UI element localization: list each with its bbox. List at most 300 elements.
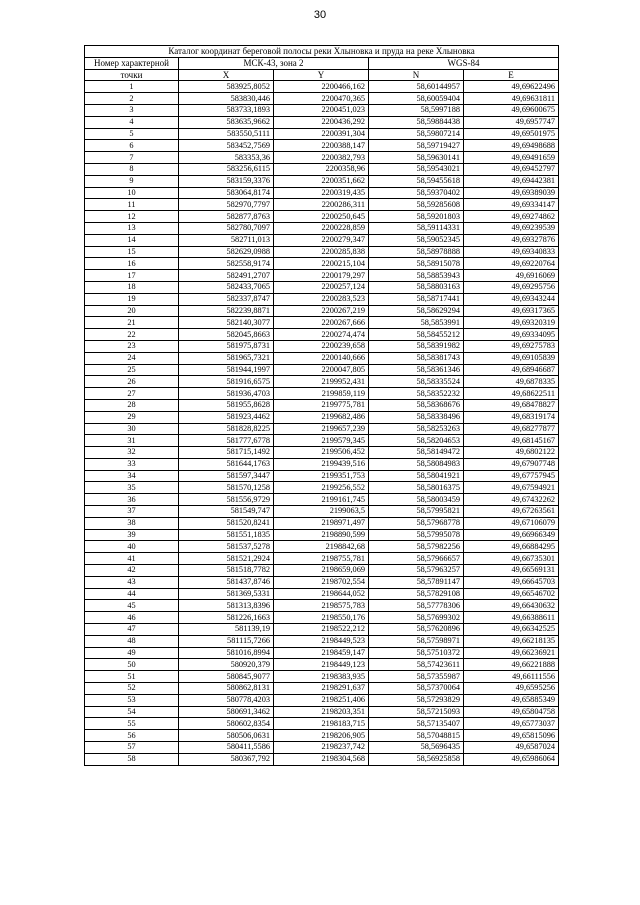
cell-y: 2200391,304	[274, 128, 369, 140]
cell-y: 2198755,781	[274, 553, 369, 565]
cell-x: 581518,7782	[179, 565, 274, 577]
cell-x: 581965,7321	[179, 352, 274, 364]
table-row	[85, 659, 559, 671]
cell-x: 580862,8131	[179, 683, 274, 695]
cell-x: 583830,446	[179, 93, 274, 105]
cell-point-number: 22	[85, 329, 179, 341]
table-row	[85, 411, 559, 423]
cell-e: 49,69317365	[464, 305, 559, 317]
cell-x: 583925,8052	[179, 81, 274, 93]
cell-point-number: 44	[85, 588, 179, 600]
cell-n: 58,59719427	[369, 140, 464, 152]
cell-x: 582491,2707	[179, 270, 274, 282]
cell-n: 58,58391982	[369, 340, 464, 352]
cell-n: 58,58352232	[369, 388, 464, 400]
cell-point-number: 36	[85, 494, 179, 506]
cell-x: 583550,5111	[179, 128, 274, 140]
cell-point-number: 10	[85, 187, 179, 199]
cell-x: 580778,4203	[179, 694, 274, 706]
cell-e: 49,6957747	[464, 116, 559, 128]
coordinate-catalog-table	[84, 45, 559, 766]
cell-n: 58,57829108	[369, 588, 464, 600]
cell-y: 2198890,599	[274, 529, 369, 541]
cell-n: 58,58368676	[369, 399, 464, 411]
cell-e: 49,68277877	[464, 423, 559, 435]
cell-point-number: 2	[85, 93, 179, 105]
table-row	[85, 529, 559, 541]
cell-n: 58,58381743	[369, 352, 464, 364]
cell-point-number: 14	[85, 234, 179, 246]
cell-x: 583452,7569	[179, 140, 274, 152]
header-point-number-line1: Номер характерной	[85, 57, 179, 69]
cell-e: 49,69220764	[464, 258, 559, 270]
cell-y: 2200382,793	[274, 152, 369, 164]
cell-x: 581644,1763	[179, 458, 274, 470]
cell-y: 2200466,162	[274, 81, 369, 93]
cell-x: 583733,1893	[179, 104, 274, 116]
cell-x: 582433,7065	[179, 281, 274, 293]
table-row	[85, 281, 559, 293]
cell-point-number: 27	[85, 388, 179, 400]
cell-n: 58,58149472	[369, 447, 464, 459]
cell-x: 581313,8396	[179, 600, 274, 612]
cell-e: 49,69274862	[464, 211, 559, 223]
cell-e: 49,66546702	[464, 588, 559, 600]
cell-e: 49,69295756	[464, 281, 559, 293]
cell-e: 49,6916069	[464, 270, 559, 282]
cell-point-number: 19	[85, 293, 179, 305]
table-row	[85, 694, 559, 706]
cell-point-number: 1	[85, 81, 179, 93]
cell-n: 58,57510372	[369, 647, 464, 659]
cell-point-number: 16	[85, 258, 179, 270]
cell-n: 58,56925858	[369, 753, 464, 765]
cell-x: 581828,8225	[179, 423, 274, 435]
table-row	[85, 517, 559, 529]
cell-e: 49,66966349	[464, 529, 559, 541]
cell-n: 58,59455618	[369, 175, 464, 187]
cell-n: 58,60059404	[369, 93, 464, 105]
table-row	[85, 470, 559, 482]
cell-n: 58,58629294	[369, 305, 464, 317]
cell-x: 582877,8763	[179, 211, 274, 223]
cell-y: 2200179,297	[274, 270, 369, 282]
cell-n: 58,57891147	[369, 576, 464, 588]
cell-y: 2200283,523	[274, 293, 369, 305]
cell-e: 49,68622511	[464, 388, 559, 400]
table-row	[85, 270, 559, 282]
cell-point-number: 48	[85, 635, 179, 647]
cell-n: 58,57966657	[369, 553, 464, 565]
cell-x: 581916,6575	[179, 376, 274, 388]
cell-e: 49,6878335	[464, 376, 559, 388]
table-row	[85, 246, 559, 258]
cell-point-number: 7	[85, 152, 179, 164]
cell-n: 58,57778306	[369, 600, 464, 612]
cell-x: 581570,1258	[179, 482, 274, 494]
cell-n: 58,58361346	[369, 364, 464, 376]
cell-e: 49,69389039	[464, 187, 559, 199]
cell-n: 58,57215093	[369, 706, 464, 718]
table-row	[85, 175, 559, 187]
cell-e: 49,69239539	[464, 222, 559, 234]
cell-n: 58,57968778	[369, 517, 464, 529]
cell-point-number: 51	[85, 671, 179, 683]
table-row	[85, 364, 559, 376]
cell-x: 581556,9729	[179, 494, 274, 506]
table-body	[85, 81, 559, 765]
cell-n: 58,59543021	[369, 163, 464, 175]
cell-point-number: 17	[85, 270, 179, 282]
cell-y: 2198237,742	[274, 742, 369, 754]
table-row	[85, 116, 559, 128]
cell-y: 2199161,745	[274, 494, 369, 506]
cell-e: 49,69498688	[464, 140, 559, 152]
cell-y: 2200267,219	[274, 305, 369, 317]
cell-x: 582629,0988	[179, 246, 274, 258]
cell-e: 49,66111556	[464, 671, 559, 683]
table-row	[85, 187, 559, 199]
cell-x: 581715,1492	[179, 447, 274, 459]
cell-n: 58,59285608	[369, 199, 464, 211]
cell-y: 2200470,365	[274, 93, 369, 105]
cell-e: 49,69334147	[464, 199, 559, 211]
cell-x: 581549,747	[179, 506, 274, 518]
cell-x: 583256,6115	[179, 163, 274, 175]
cell-n: 58,57963257	[369, 565, 464, 577]
cell-x: 581520,8241	[179, 517, 274, 529]
table-row	[85, 140, 559, 152]
table-row	[85, 234, 559, 246]
cell-y: 2200319,435	[274, 187, 369, 199]
cell-e: 49,69334095	[464, 329, 559, 341]
cell-point-number: 9	[85, 175, 179, 187]
cell-x: 582140,3077	[179, 317, 274, 329]
cell-e: 49,66236921	[464, 647, 559, 659]
table-row	[85, 447, 559, 459]
table-row	[85, 647, 559, 659]
cell-x: 583353,36	[179, 152, 274, 164]
cell-e: 49,65986064	[464, 753, 559, 765]
cell-x: 581597,3447	[179, 470, 274, 482]
cell-e: 49,69501975	[464, 128, 559, 140]
header-n: N	[369, 69, 464, 81]
cell-n: 58,57995078	[369, 529, 464, 541]
table-row	[85, 399, 559, 411]
cell-n: 58,58338496	[369, 411, 464, 423]
cell-point-number: 56	[85, 730, 179, 742]
cell-y: 2200140,666	[274, 352, 369, 364]
table-row	[85, 81, 559, 93]
table-row	[85, 742, 559, 754]
cell-x: 580691,3462	[179, 706, 274, 718]
cell-point-number: 52	[85, 683, 179, 695]
cell-x: 582337,8747	[179, 293, 274, 305]
cell-e: 49,6587024	[464, 742, 559, 754]
cell-n: 58,57598971	[369, 635, 464, 647]
cell-y: 2198842,68	[274, 541, 369, 553]
cell-y: 2199859,119	[274, 388, 369, 400]
cell-y: 2199682,486	[274, 411, 369, 423]
cell-x: 583064,8174	[179, 187, 274, 199]
cell-n: 58,57293829	[369, 694, 464, 706]
cell-x: 581936,4703	[179, 388, 274, 400]
table-row	[85, 152, 559, 164]
cell-y: 2198251,406	[274, 694, 369, 706]
cell-n: 58,57620896	[369, 624, 464, 636]
cell-y: 2198522,212	[274, 624, 369, 636]
cell-y: 2199657,239	[274, 423, 369, 435]
cell-n: 58,58003459	[369, 494, 464, 506]
cell-n: 58,58084983	[369, 458, 464, 470]
cell-n: 58,59370402	[369, 187, 464, 199]
cell-point-number: 5	[85, 128, 179, 140]
table-row	[85, 293, 559, 305]
cell-y: 2200285,838	[274, 246, 369, 258]
table-row	[85, 576, 559, 588]
table-row	[85, 435, 559, 447]
cell-n: 58,5696435	[369, 742, 464, 754]
cell-n: 58,57423611	[369, 659, 464, 671]
cell-y: 2198550,176	[274, 612, 369, 624]
header-wgs-system: WGS-84	[369, 57, 559, 69]
cell-n: 58,58803163	[369, 281, 464, 293]
cell-y: 2200388,147	[274, 140, 369, 152]
cell-n: 58,59807214	[369, 128, 464, 140]
cell-point-number: 26	[85, 376, 179, 388]
cell-n: 58,59630141	[369, 152, 464, 164]
cell-y: 2200267,666	[274, 317, 369, 329]
cell-y: 2198659,069	[274, 565, 369, 577]
cell-point-number: 50	[85, 659, 179, 671]
cell-x: 580506,0631	[179, 730, 274, 742]
cell-e: 49,69622496	[464, 81, 559, 93]
cell-n: 58,57135407	[369, 718, 464, 730]
cell-point-number: 35	[85, 482, 179, 494]
cell-y: 2200436,292	[274, 116, 369, 128]
table-row	[85, 612, 559, 624]
cell-point-number: 43	[85, 576, 179, 588]
cell-n: 58,58853943	[369, 270, 464, 282]
cell-e: 49,6802122	[464, 447, 559, 459]
cell-x: 580411,5586	[179, 742, 274, 754]
cell-y: 2200239,658	[274, 340, 369, 352]
cell-point-number: 39	[85, 529, 179, 541]
cell-e: 49,69105839	[464, 352, 559, 364]
cell-y: 2199579,345	[274, 435, 369, 447]
cell-e: 49,68145167	[464, 435, 559, 447]
cell-y: 2198203,351	[274, 706, 369, 718]
cell-n: 58,59201803	[369, 211, 464, 223]
cell-y: 2200274,474	[274, 329, 369, 341]
table-row	[85, 222, 559, 234]
cell-point-number: 45	[85, 600, 179, 612]
cell-e: 49,69600675	[464, 104, 559, 116]
cell-point-number: 29	[85, 411, 179, 423]
cell-x: 581975,8731	[179, 340, 274, 352]
cell-x: 582970,7797	[179, 199, 274, 211]
table-row	[85, 553, 559, 565]
table-row	[85, 482, 559, 494]
table-row	[85, 600, 559, 612]
table-row	[85, 317, 559, 329]
cell-n: 58,60144957	[369, 81, 464, 93]
cell-y: 2200358,96	[274, 163, 369, 175]
table-row	[85, 211, 559, 223]
cell-x: 581115,7266	[179, 635, 274, 647]
cell-y: 2199439,516	[274, 458, 369, 470]
cell-y: 2198575,783	[274, 600, 369, 612]
cell-point-number: 54	[85, 706, 179, 718]
cell-e: 49,69442381	[464, 175, 559, 187]
cell-point-number: 23	[85, 340, 179, 352]
cell-n: 58,58335524	[369, 376, 464, 388]
cell-n: 58,59884438	[369, 116, 464, 128]
cell-n: 58,58915078	[369, 258, 464, 270]
cell-e: 49,66645703	[464, 576, 559, 588]
cell-n: 58,57355987	[369, 671, 464, 683]
cell-y: 2199506,452	[274, 447, 369, 459]
cell-e: 49,66430632	[464, 600, 559, 612]
cell-y: 2200047,805	[274, 364, 369, 376]
cell-e: 49,66569131	[464, 565, 559, 577]
cell-x: 582045,8663	[179, 329, 274, 341]
cell-e: 49,67907748	[464, 458, 559, 470]
header-y: Y	[274, 69, 369, 81]
cell-y: 2198971,497	[274, 517, 369, 529]
cell-e: 49,69343244	[464, 293, 559, 305]
cell-x: 581226,1663	[179, 612, 274, 624]
table-row	[85, 671, 559, 683]
cell-y: 2200351,662	[274, 175, 369, 187]
header-point-number-line2: точки	[85, 69, 179, 81]
cell-point-number: 40	[85, 541, 179, 553]
cell-point-number: 18	[85, 281, 179, 293]
cell-e: 49,69452797	[464, 163, 559, 175]
cell-x: 581521,2924	[179, 553, 274, 565]
cell-y: 2198459,147	[274, 647, 369, 659]
cell-x: 582558,9174	[179, 258, 274, 270]
cell-y: 2198449,523	[274, 635, 369, 647]
cell-point-number: 46	[85, 612, 179, 624]
cell-e: 49,65885349	[464, 694, 559, 706]
cell-point-number: 57	[85, 742, 179, 754]
cell-x: 582780,7097	[179, 222, 274, 234]
table-row	[85, 730, 559, 742]
table-row	[85, 340, 559, 352]
table-row	[85, 93, 559, 105]
cell-n: 58,57370064	[369, 683, 464, 695]
table-row	[85, 376, 559, 388]
table-row	[85, 494, 559, 506]
table-row	[85, 305, 559, 317]
table-row	[85, 199, 559, 211]
table-row	[85, 624, 559, 636]
cell-y: 2199952,431	[274, 376, 369, 388]
cell-x: 581923,4462	[179, 411, 274, 423]
cell-e: 49,65773037	[464, 718, 559, 730]
cell-e: 49,67432262	[464, 494, 559, 506]
cell-n: 58,57995821	[369, 506, 464, 518]
cell-e: 49,65804758	[464, 706, 559, 718]
header-msk-system: МСК-43, зона 2	[179, 57, 369, 69]
cell-y: 2200286,311	[274, 199, 369, 211]
cell-point-number: 41	[85, 553, 179, 565]
cell-y: 2198206,905	[274, 730, 369, 742]
cell-point-number: 37	[85, 506, 179, 518]
cell-e: 49,66342525	[464, 624, 559, 636]
table-row	[85, 329, 559, 341]
table-row	[85, 683, 559, 695]
cell-point-number: 15	[85, 246, 179, 258]
table-row	[85, 565, 559, 577]
cell-y: 2198291,637	[274, 683, 369, 695]
table-row	[85, 163, 559, 175]
cell-point-number: 13	[85, 222, 179, 234]
cell-n: 58,5853991	[369, 317, 464, 329]
table-row	[85, 128, 559, 140]
cell-x: 583635,9662	[179, 116, 274, 128]
cell-x: 581139,19	[179, 624, 274, 636]
cell-x: 582239,8871	[179, 305, 274, 317]
cell-y: 2200279,347	[274, 234, 369, 246]
table-row	[85, 506, 559, 518]
cell-x: 581551,1835	[179, 529, 274, 541]
cell-x: 580920,379	[179, 659, 274, 671]
cell-point-number: 49	[85, 647, 179, 659]
table-title-row	[85, 46, 559, 58]
cell-point-number: 8	[85, 163, 179, 175]
cell-point-number: 3	[85, 104, 179, 116]
cell-y: 2198702,554	[274, 576, 369, 588]
cell-e: 49,69631811	[464, 93, 559, 105]
table-row	[85, 104, 559, 116]
table-row	[85, 635, 559, 647]
cell-point-number: 4	[85, 116, 179, 128]
cell-y: 2200215,104	[274, 258, 369, 270]
cell-n: 58,57048815	[369, 730, 464, 742]
cell-y: 2200451,023	[274, 104, 369, 116]
cell-n: 58,58041921	[369, 470, 464, 482]
header-e: E	[464, 69, 559, 81]
table-row	[85, 718, 559, 730]
header-row-systems	[85, 57, 559, 69]
cell-x: 581537,5278	[179, 541, 274, 553]
cell-e: 49,66218135	[464, 635, 559, 647]
cell-n: 58,57699302	[369, 612, 464, 624]
cell-point-number: 33	[85, 458, 179, 470]
cell-point-number: 11	[85, 199, 179, 211]
cell-n: 58,57982256	[369, 541, 464, 553]
cell-x: 581955,8628	[179, 399, 274, 411]
cell-e: 49,68946687	[464, 364, 559, 376]
cell-n: 58,5997188	[369, 104, 464, 116]
cell-x: 582711,013	[179, 234, 274, 246]
cell-e: 49,67594921	[464, 482, 559, 494]
cell-point-number: 12	[85, 211, 179, 223]
table-row	[85, 458, 559, 470]
cell-e: 49,69275783	[464, 340, 559, 352]
cell-y: 2199063,5	[274, 506, 369, 518]
cell-point-number: 34	[85, 470, 179, 482]
cell-e: 49,68478827	[464, 399, 559, 411]
cell-e: 49,68319174	[464, 411, 559, 423]
table-row	[85, 258, 559, 270]
cell-y: 2198449,123	[274, 659, 369, 671]
cell-point-number: 6	[85, 140, 179, 152]
cell-e: 49,65815096	[464, 730, 559, 742]
cell-n: 58,58016375	[369, 482, 464, 494]
